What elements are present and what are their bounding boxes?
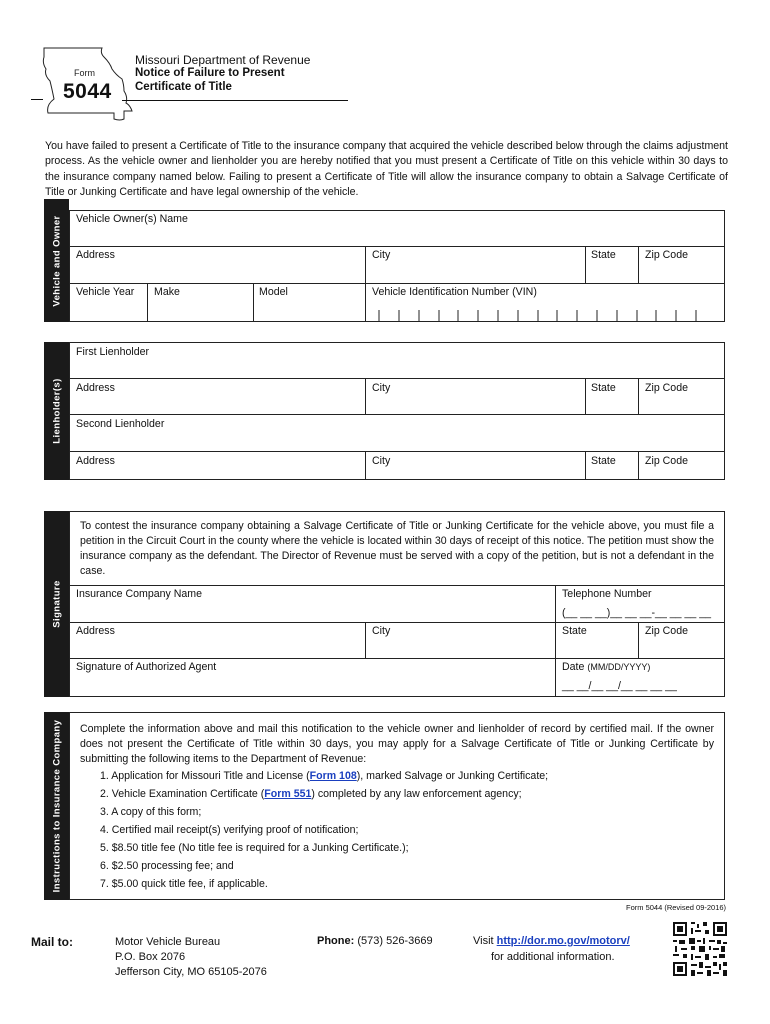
- section-tab-signature-label: Signature: [51, 580, 62, 628]
- section-tab-lienholders-label: Lienholder(s): [51, 378, 62, 444]
- form-108-link[interactable]: Form 108: [309, 770, 357, 782]
- form-number: 5044: [63, 80, 112, 103]
- second-lien-zip-field[interactable]: Zip Code: [645, 455, 688, 467]
- first-lien-city-field[interactable]: City: [372, 382, 391, 394]
- section-tab-signature: [44, 511, 69, 697]
- vin-field[interactable]: Vehicle Identification Number (VIN): [372, 286, 537, 298]
- first-lienholder-field[interactable]: First Lienholder: [76, 346, 150, 358]
- owner-address-field[interactable]: Address: [76, 249, 115, 261]
- telephone-number-label: Telephone Number: [562, 588, 652, 600]
- form-revision: Form 5044 (Revised 09-2016): [626, 903, 727, 912]
- phone-info: Phone: (573) 526-3669: [317, 935, 433, 947]
- owner-name-field[interactable]: Vehicle Owner(s) Name: [76, 213, 188, 225]
- section-tab-instructions-label: Instructions to Insurance Company: [51, 719, 62, 893]
- second-lien-city-field[interactable]: City: [372, 455, 391, 467]
- vehicle-make-field[interactable]: Make: [154, 286, 180, 298]
- owner-city-field[interactable]: City: [372, 249, 391, 261]
- section-tab-vehicle-owner-label: Vehicle and Owner: [51, 214, 62, 307]
- vehicle-model-field[interactable]: Model: [259, 286, 288, 298]
- dor-website-link[interactable]: http://dor.mo.gov/motorv/: [496, 935, 630, 947]
- insurance-company-name-field[interactable]: Insurance Company Name: [76, 588, 203, 600]
- list-item: 6. $2.50 processing fee; and: [100, 860, 234, 872]
- owner-state-field[interactable]: State: [591, 249, 616, 261]
- vin-character-boxes[interactable]: [365, 306, 725, 322]
- department-name: Missouri Department of Revenue: [135, 53, 311, 67]
- mail-to-label: Mail to:: [31, 935, 73, 949]
- section-tab-vehicle-owner: [44, 199, 69, 322]
- first-lien-address-field[interactable]: Address: [76, 382, 115, 394]
- title-rule: [122, 100, 348, 101]
- list-item: 5. $8.50 title fee (No title fee is required for a Junking Certificate.);: [100, 842, 409, 854]
- list-item: 4. Certified mail receipt(s) verifying proof of notification;: [100, 824, 359, 836]
- list-item: 3. A copy of this form;: [100, 806, 202, 818]
- lienholders-box: [69, 342, 725, 480]
- list-item: 1. Application for Missouri Title and License (Form 108), marked Salvage or Junking Certificate;: [100, 770, 549, 782]
- telephone-number-field[interactable]: (__ __ __)__ __ __-__ __ __ __: [562, 607, 712, 619]
- mail-address-line2: P.O. Box 2076: [115, 951, 186, 963]
- owner-zip-field[interactable]: Zip Code: [645, 249, 688, 261]
- second-lienholder-field[interactable]: Second Lienholder: [76, 418, 165, 430]
- vehicle-year-field[interactable]: Vehicle Year: [76, 286, 135, 298]
- second-lien-address-field[interactable]: Address: [76, 455, 115, 467]
- contest-instructions: To contest the insurance company obtaining a Salvage Certificate of Title or Junking Certificate for the vehicle above, you must file a petition in the Circuit Court in the county where the vehicle is located within 30 days of receipt of this notice. The petition must show the insurance company as the defendant. The Director of Revenue must be served with a copy of the petition, but is not a defendant in the case.: [80, 520, 714, 577]
- first-lien-zip-field[interactable]: Zip Code: [645, 382, 688, 394]
- authorized-agent-signature-field[interactable]: Signature of Authorized Agent: [76, 661, 217, 673]
- visit-text: Visit http://dor.mo.gov/motorv/: [473, 935, 630, 947]
- instructions-paragraph: Complete the information above and mail this notification to the vehicle owner and lienholder of record by certified mail. If the owner does not present the Certificate of Title within 30 days, you may apply for a Salvage Certificate of Title or Junking Certificate by submitting the following items to the Department of Revenue:: [80, 723, 714, 765]
- intro-paragraph: You have failed to present a Certificate of Title to the insurance company that acquired the vehicle described below through the claims adjustment process. As the vehicle owner and lienholder you are hereby notified that you must present a Certificate of Title on this vehicle within 30 days to the insurance company named below. Failing to present a Certificate of Title will allow the insurance company to obtain a Salvage Certificate of Title or Junking Certificate and have legal ownership of the vehicle.: [45, 140, 728, 199]
- visit-text-line2: for additional information.: [491, 951, 615, 963]
- form-label: Form: [74, 68, 95, 78]
- form-551-link[interactable]: Form 551: [264, 788, 312, 800]
- first-lien-state-field[interactable]: State: [591, 382, 616, 394]
- form-title-line1: Notice of Failure to Present: [135, 67, 285, 79]
- section-tab-instructions: [44, 712, 69, 900]
- insurance-city-field[interactable]: City: [372, 625, 391, 637]
- form-title-line2: Certificate of Title: [135, 81, 232, 93]
- insurance-zip-field[interactable]: Zip Code: [645, 625, 688, 637]
- insurance-address-field[interactable]: Address: [76, 625, 115, 637]
- header-dash: [31, 99, 43, 100]
- list-item: 7. $5.00 quick title fee, if applicable.: [100, 878, 268, 890]
- second-lien-state-field[interactable]: State: [591, 455, 616, 467]
- insurance-state-field[interactable]: State: [562, 625, 587, 637]
- date-field[interactable]: __ __/__ __/__ __ __ __: [562, 680, 677, 692]
- mail-address-line1: Motor Vehicle Bureau: [115, 936, 221, 948]
- list-item: 2. Vehicle Examination Certificate (Form 551) completed by any law enforcement agency;: [100, 788, 522, 800]
- mail-address-line3: Jefferson City, MO 65105-2076: [115, 966, 267, 978]
- qr-code-icon: [673, 922, 727, 976]
- date-label: Date (MM/DD/YYYY): [562, 661, 651, 673]
- section-tab-lienholders: [44, 342, 69, 480]
